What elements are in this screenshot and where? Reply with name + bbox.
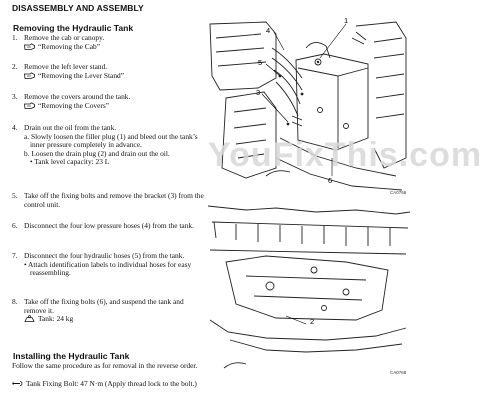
figure-code: CA0766 — [390, 190, 407, 195]
callout-5: 5 — [258, 58, 263, 67]
cross-reference — [24, 72, 204, 81]
step-3 — [12, 93, 204, 110]
callout-1: 1 — [344, 16, 349, 25]
torque-note — [12, 380, 204, 389]
step-number: 4. — [12, 123, 18, 132]
cross-reference — [24, 43, 204, 52]
step-number: 2. — [12, 62, 18, 71]
callout-6: 6 — [328, 176, 333, 185]
reference-text[interactable]: “Removing the Cab” — [38, 41, 100, 51]
step-text: Take off the fixing bolts and remove the bracket (3) from the control unit. — [24, 191, 204, 209]
weight-icon — [24, 315, 35, 322]
torque-text: Tank Fixing Bolt: 47 N·m (Apply thread lock to the bolt.) — [26, 379, 197, 388]
weight-text: Tank: 24 kg — [38, 314, 74, 324]
step-number: 7. — [12, 251, 18, 260]
reference-text[interactable]: “Removing the Covers” — [38, 100, 110, 110]
installing-title: Installing the Hydraulic Tank — [13, 351, 130, 361]
step-number: 5. — [12, 191, 18, 200]
step-1 — [12, 34, 204, 51]
step-text: Disconnect the four hydraulic hoses (5) from the tank. — [24, 251, 185, 260]
figure-code: CA0768 — [390, 370, 407, 375]
step-5 — [12, 192, 204, 209]
step-number: 1. — [12, 33, 18, 42]
step-text: Drain out the oil from the tank. — [24, 123, 117, 132]
step-text: Remove the left lever stand. — [24, 62, 108, 71]
step-text: Remove the covers around the tank. — [24, 92, 131, 101]
callout-2: 2 — [310, 317, 315, 326]
step-4 — [12, 124, 204, 167]
callout-3: 3 — [256, 88, 261, 97]
pointing-hand-icon — [24, 102, 35, 109]
torque-wrench-icon — [12, 380, 23, 387]
weight-note — [24, 315, 204, 324]
substep-b: b. Loosen the drain plug (2) and drain out the oil. — [24, 148, 170, 158]
label-note: • Attach identification labels to individual hoses for easy reassembling. — [24, 259, 192, 278]
step-2 — [12, 63, 204, 80]
step-number: 8. — [12, 297, 18, 306]
step-6 — [12, 222, 204, 231]
section-header: DISASSEMBLY AND ASSEMBLY — [12, 3, 144, 13]
cross-reference — [24, 102, 204, 111]
pointing-hand-icon — [24, 43, 35, 50]
substep-a: a. Slowly loosen the filler plug (1) and bleed out the tank’s inner pressure completely in advance. — [24, 131, 198, 150]
watermark: YouFixThis.com — [208, 136, 482, 174]
figure-tank-lower — [206, 200, 412, 380]
step-8 — [12, 298, 204, 324]
tank-illustration-lower — [206, 200, 412, 380]
step-number: 3. — [12, 92, 18, 101]
step-text: Remove the cab or canopy. — [24, 33, 105, 42]
step-7 — [12, 252, 204, 278]
callout-4: 4 — [266, 26, 271, 35]
reference-text[interactable]: “Removing the Lever Stand” — [38, 70, 124, 80]
step-text: Take off the fixing bolts (6), and suspend the tank and remove it. — [24, 297, 184, 315]
step-text: Disconnect the four low pressure hoses (4) from the tank. — [24, 221, 194, 230]
pointing-hand-icon — [24, 72, 35, 79]
removing-title: Removing the Hydraulic Tank — [13, 23, 134, 33]
capacity-note: • Tank level capacity: 23 L — [30, 157, 110, 167]
installing-text: Follow the same procedure as for removal in the reverse order. — [12, 361, 198, 370]
step-number: 6. — [12, 221, 18, 230]
